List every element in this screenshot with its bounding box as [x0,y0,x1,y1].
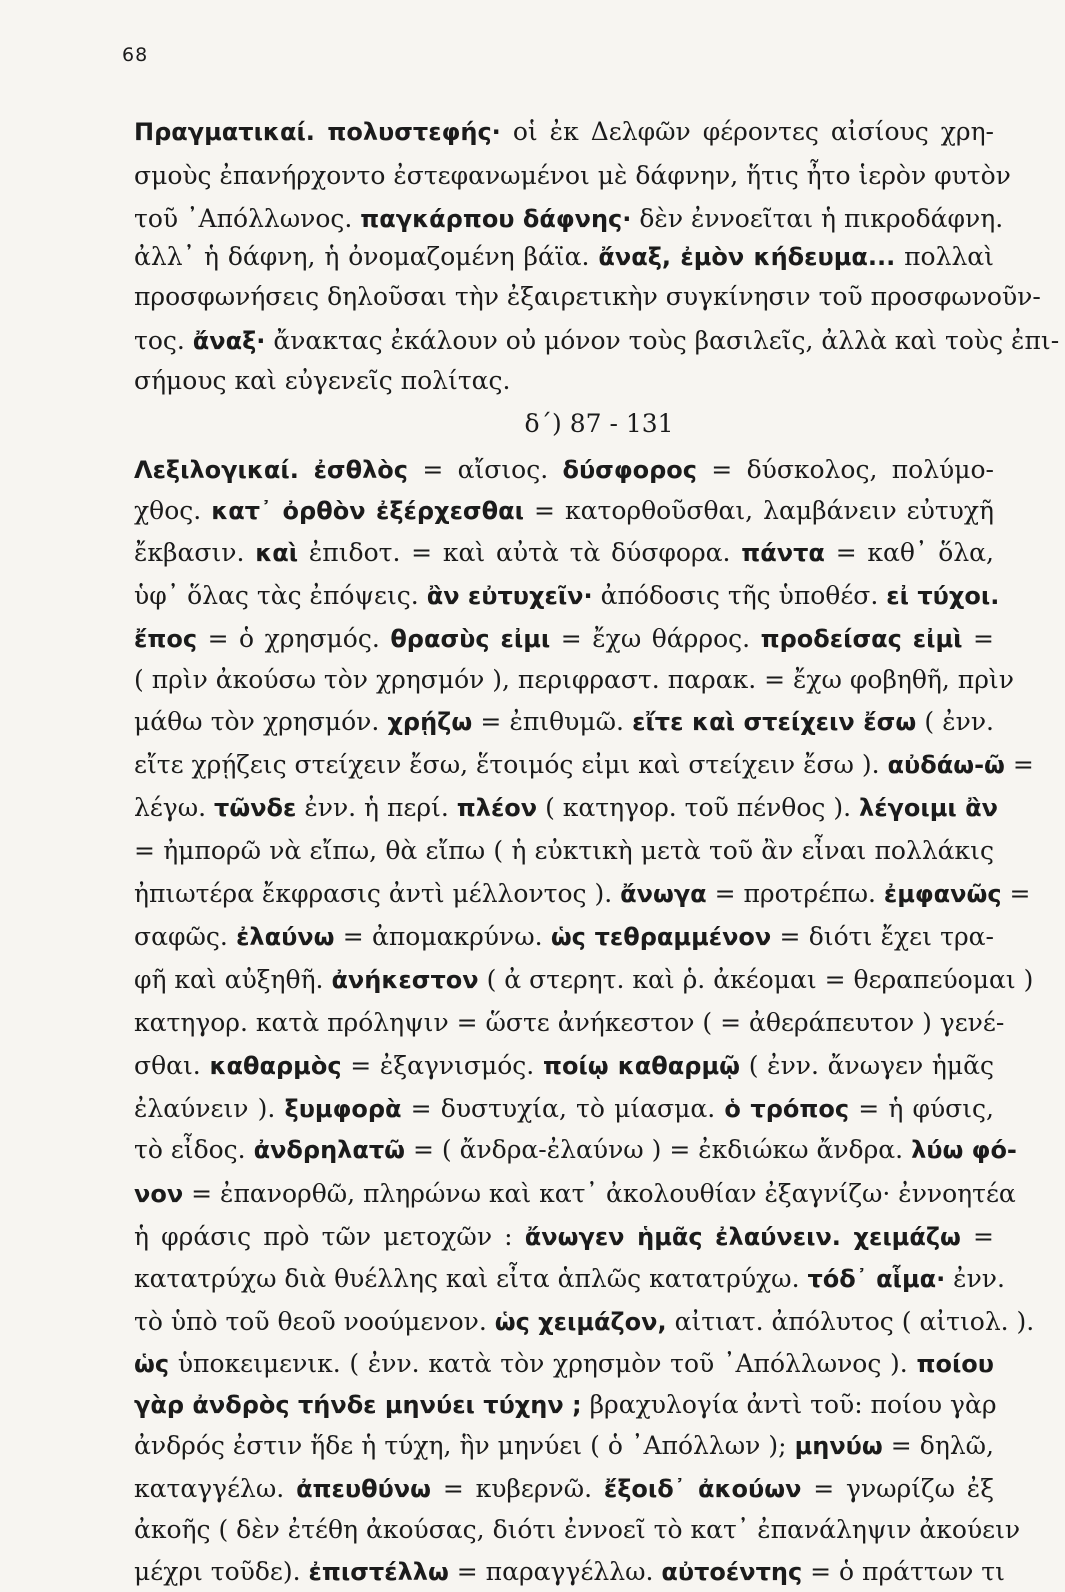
lemma-term: Λεξιλογικαί. ἐσθλὸς [134,456,409,484]
gloss-text: ἡ φράσις πρὸ τῶν μετοχῶν : [134,1222,525,1251]
gloss-text: μέχρι τοῦδε). [134,1557,309,1586]
gloss-text: κατηγορ. κατὰ πρόληψιν = ὥστε ἀνήκεστον ( = ἀθεράπευτον ) γενέ- [134,1008,1005,1037]
gloss-text: = διότι ἔχει τρα- [771,922,995,951]
lemma-term: προδείσας εἰμὶ [760,625,963,653]
text-line [134,1089,994,1129]
text-line [134,237,994,277]
gloss-text: οἱ ἐκ Δελφῶν φέροντες αἰσίους χρη- [500,117,994,146]
text-line [134,788,998,828]
gloss-text: ἀλλ᾿ ἡ δάφνη, ἡ ὀνομαζομένη βάϊα. [134,242,599,271]
gloss-text: = δηλῶ, [882,1431,994,1460]
gloss-text: = [1001,879,1031,908]
text-line [134,156,1011,196]
gloss-text: = ἔχω θάρρος. [550,624,761,653]
gloss-text: ἐλαύνειν ). [134,1094,285,1123]
lemma-term: ποίῳ καθαρμῷ [542,1052,740,1080]
gloss-text: ἐνν. [945,1264,1005,1293]
gloss-text: φῆ καὶ αὐξηθῆ. [134,965,332,994]
gloss-text: κατατρύχω διὰ θυέλλης καὶ εἶτα ἁπλῶς κατατρύχω. [134,1264,808,1293]
text-line [134,1510,1021,1550]
gloss-text: δὲν ἐννοεῖται ἡ πικροδάφνη. [631,204,1004,233]
gloss-text: = ὁ πράττων τι [802,1557,1005,1586]
gloss-text: σήμους καὶ εὐγενεῖς πολίτας. [134,366,511,395]
lemma-term: γὰρ ἀνδρὸς τήνδε μηνύει τύχην ; [134,1391,582,1419]
text-line [134,619,994,659]
lemma-term: ἂν εὐτυχεῖν· [426,582,593,610]
gloss-text: αἰτιατ. ἀπόλυτος ( αἰτιολ. ). [666,1307,1035,1336]
gloss-text: καταγγέλω. [134,1474,297,1503]
text-line [134,576,1000,616]
text-line [134,1426,994,1466]
lemma-term: ὡς τεθραμμένον [550,923,772,951]
text-line [134,1552,1005,1592]
text-line [134,533,994,573]
lemma-term: αὐτοέντης [661,1558,803,1586]
gloss-text: τοῦ ᾿Απόλλωνος. [134,204,361,233]
lemma-term: δύσφορος [562,456,697,484]
text-line [134,831,994,871]
gloss-text: = ἐπιθυμῶ. [472,707,633,736]
gloss-text: = ( ἄνδρα-ἐλαύνω ) = ἐκδιώκω ἄνδρα. [405,1135,912,1164]
gloss-text: = ἀπομακρύνω. [334,922,551,951]
lemma-term: κατ᾿ ὀρθὸν ἐξέρχεσθαι [211,497,524,525]
text-line [134,1217,994,1257]
text-line [134,361,994,401]
gloss-text: = ἐξαγνισμός. [341,1051,543,1080]
gloss-text: δ΄) 87 - 131 [524,409,674,438]
gloss-text: = κυβερνῶ. [431,1474,604,1503]
lemma-term: ἄνωγεν ἡμᾶς ἐλαύνειν. χειμάζω [524,1223,961,1251]
lemma-term: ποίου [916,1350,994,1378]
gloss-text: ( ἐνν. [916,707,995,736]
gloss-text: ὑποκειμενικ. ( ἐνν. κατὰ τὸν χρησμὸν τοῦ ᾿Απόλλωνος ). [169,1349,917,1378]
lemma-term: θρασὺς εἰμι [390,625,551,653]
lemma-term: λέγοιμι ἂν [859,794,998,822]
gloss-text: ἠπιωτέρα ἔκφρασις ἀντὶ μέλλοντος ). [134,879,621,908]
text-line [134,1344,994,1384]
text-line [134,874,1031,914]
lemma-term: ἀπευθύνω [296,1475,432,1503]
text-line [134,660,1014,700]
gloss-text: ἀπόδοσις τῆς ὑποθέσ. [592,581,887,610]
text-line [134,1469,994,1509]
lemma-term: ἄνωγα [620,880,707,908]
gloss-text: = αἴσιος. [408,455,563,484]
gloss-text: ( ἀ στερητ. καὶ ῥ. ἀκέομαι = θεραπεύομαι ) [478,965,1034,994]
page-number: 68 [122,44,149,66]
gloss-text: τὸ εἶδος. [134,1135,254,1164]
gloss-text: = κατορθοῦσθαι, λαμβάνειν εὐτυχῆ [523,496,994,525]
lemma-term: πλέον [456,794,538,822]
text-line [134,1302,1035,1342]
lemma-term: εἰ τύχοι. [886,582,1000,610]
gloss-text: = ὁ χρησμός. [197,624,391,653]
text-line [134,1385,997,1425]
gloss-text: πολλαὶ [895,242,994,271]
lemma-term: χρῄζω [387,708,473,736]
lemma-term: ἄναξ· [192,327,266,355]
gloss-text: ἐπιδοτ. = καὶ αὐτὰ τὰ δύσφορα. [298,538,742,567]
lemma-term: παγκάρπου δάφνης· [360,205,632,233]
text-line [134,199,1004,239]
lemma-term: ὡς [134,1350,170,1378]
gloss-text: μάθω τὸν χρησμόν. [134,707,388,736]
gloss-text: ( ἐνν. ἄνωγεν ἡμᾶς [739,1051,995,1080]
gloss-text: = ἐπανορθῶ, πληρώνω καὶ κατ᾿ ἀκολουθίαν ἐξαγνίζω· ἐννοητέα [183,1179,1016,1208]
lemma-term: ὁ τρόπος [724,1095,850,1123]
lemma-term: τῶνδε [214,794,297,822]
lemma-term: πάντα [741,539,825,567]
gloss-text: ἔκβασιν. [134,538,256,567]
gloss-text: = ἡ φύσις, [849,1094,994,1123]
gloss-text: προσφωνήσεις δηλοῦσαι τὴν ἐξαιρετικὴν συγκίνησιν τοῦ προσφωνοῦν- [134,282,1041,311]
gloss-text: = [960,1222,994,1251]
lemma-term: ἀνήκεστον [331,966,479,994]
gloss-text: λέγω. [134,793,215,822]
lemma-term: τόδ᾿ αἷμα· [807,1265,946,1293]
gloss-text: σαφῶς. [134,922,237,951]
text-line [134,450,994,490]
gloss-text: = δυστυχία, τὸ μίασμα. [401,1094,725,1123]
text-line [134,277,1041,317]
text-line [134,745,1034,785]
lemma-term: ἐπιστέλλω [308,1558,449,1586]
text-line [134,321,1060,361]
text-line [134,1130,1017,1170]
gloss-text: ἀνδρός ἐστιν ἥδε ἡ τύχη, ἣν μηνύει ( ὁ ᾿Απόλλων ); [134,1431,795,1460]
lemma-term: ἀνδρηλατῶ [253,1136,406,1164]
gloss-text: χθος. [134,496,212,525]
gloss-text: = δύσκολος, πολύμο- [697,455,994,484]
text-line [134,702,994,742]
lemma-term: καθαρμὸς [209,1052,342,1080]
lemma-term: ὡς χειμάζον, [494,1308,667,1336]
gloss-text: = ἠμπορῶ νὰ εἴπω, θὰ εἴπω ( ἡ εὐκτικὴ μετὰ τοῦ ἂν εἶναι πολλάκις [134,836,994,865]
text-line [134,917,994,957]
text-line [134,960,1034,1000]
gloss-text: = [962,624,995,653]
gloss-text: ( πρὶν ἀκούσω τὸν χρησμόν ), περιφραστ. παρακ. = ἔχω φοβηθῆ, πρὶν [134,665,1014,694]
text-line [134,491,994,531]
lemma-term: ἄναξ, ἐμὸν κήδευμα... [598,243,896,271]
gloss-text: τος. [134,326,193,355]
gloss-text: ὑφ᾿ ὅλας τὰς ἐπόψεις. [134,581,427,610]
gloss-text: σθαι. [134,1051,210,1080]
lemma-term: ἐλαύνω [236,923,335,951]
lemma-term: καὶ [255,539,299,567]
gloss-text: ἄνακτας ἐκάλουν οὐ μόνον τοὺς βασιλεῖς, ἀλλὰ καὶ τοὺς ἐπι- [265,326,1060,355]
gloss-text: ἐνν. ἡ περί. [296,793,457,822]
text-line [134,1046,994,1086]
gloss-text: = καθ᾿ ὅλα, [824,538,994,567]
text-line [134,1174,1016,1214]
text-line [134,1259,1005,1299]
gloss-text: εἴτε χρῄζεις στείχειν ἔσω, ἕτοιμός εἰμι καὶ στείχειν ἔσω ). [134,750,888,779]
lemma-term: εἴτε καὶ στείχειν ἔσω [632,708,917,736]
gloss-text: = γνωρίζω ἐξ [801,1474,994,1503]
text-line [134,112,994,152]
gloss-text: = [1004,750,1034,779]
lemma-term: Πραγματικαί. πολυστεφής· [134,118,501,146]
lemma-term: ἔξοιδ᾿ ἀκούων [603,1475,802,1503]
lemma-term: ἔπος [134,625,198,653]
lemma-term: ξυμφορὰ [284,1095,402,1123]
gloss-text: = προτρέπω. [706,879,884,908]
gloss-text: = παραγγέλλω. [448,1557,662,1586]
gloss-text: ( κατηγορ. τοῦ πένθος ). [537,793,859,822]
text-line [134,1003,1005,1043]
lemma-term: μηνύω [794,1432,883,1460]
gloss-text: σμοὺς ἐπανήρχοντο ἐστεφανωμένοι μὲ δάφνην, ἥτις ἦτο ἱερὸν φυτὸν [134,161,1011,190]
lemma-term: ἐμφανῶς [883,880,1002,908]
gloss-text: βραχυλογία ἀντὶ τοῦ: ποίου γὰρ [581,1390,997,1419]
lemma-term: λύω φό- [911,1136,1017,1164]
lemma-term: αὐδάω-ῶ [887,751,1005,779]
gloss-text: τὸ ὑπὸ τοῦ θεοῦ νοούμενον. [134,1307,495,1336]
lemma-term: νον [134,1180,184,1208]
gloss-text: ἀκοῆς ( δὲν ἐτέθη ἀκούσας, διότι ἐννοεῖ τὸ κατ᾿ ἐπανάληψιν ἀκούειν [134,1515,1021,1544]
section-heading [134,404,994,444]
